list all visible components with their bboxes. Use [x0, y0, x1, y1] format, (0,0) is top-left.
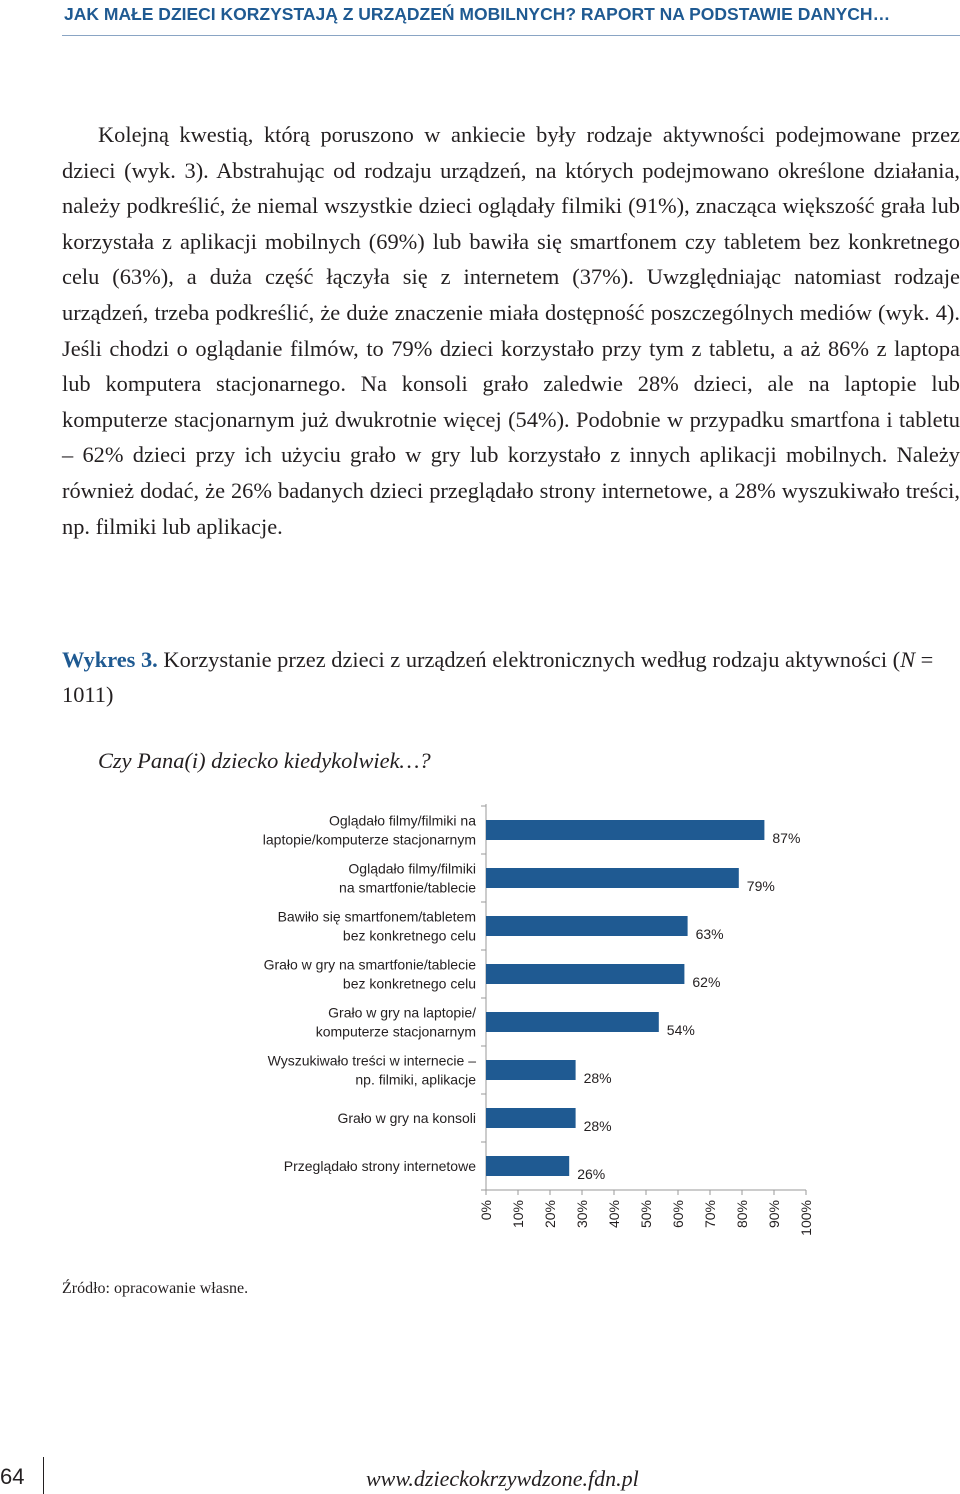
bar-value-label: 79%	[746, 878, 775, 894]
footer-url: www.dzieckokrzywdzone.fdn.pl	[366, 1466, 639, 1491]
category-label: bez konkretnego celu	[342, 975, 476, 992]
bar	[486, 1156, 569, 1176]
category-label: Oglądało filmy/filmiki na	[328, 812, 476, 829]
bar-value-label: 87%	[772, 830, 801, 846]
running-title: JAK MAŁE DZIECI KORZYSTAJĄ Z URZĄDZEŃ MOBILNYCH? RAPORT NA PODSTAWIE DANYCH…	[64, 4, 891, 24]
category-label: bez konkretnego celu	[342, 927, 476, 944]
bar	[486, 916, 688, 936]
bar	[486, 1060, 576, 1080]
header-rule	[62, 35, 960, 36]
x-tick-label: 70%	[702, 1200, 718, 1229]
x-tick-label: 30%	[574, 1200, 590, 1229]
x-tick-label: 90%	[766, 1200, 782, 1229]
caption-n-symbol: N	[900, 647, 916, 672]
bar	[486, 964, 684, 984]
category-label: Przeglądało strony internetowe	[283, 1158, 476, 1174]
x-tick-label: 80%	[734, 1200, 750, 1229]
caption-text: Korzystanie przez dzieci z urządzeń elektronicznych według rodzaju aktywności (	[163, 647, 901, 672]
page-number-rule	[43, 1457, 44, 1494]
figure-label: Wykres 3.	[62, 647, 158, 672]
category-label: Grało w gry na smartfonie/tablecie	[263, 956, 476, 973]
x-tick-label: 0%	[478, 1200, 494, 1221]
bar-value-label: 63%	[695, 926, 724, 942]
category-label: komputerze stacjonarnym	[315, 1023, 476, 1040]
chart-question: Czy Pana(i) dziecko kiedykolwiek…?	[98, 748, 431, 773]
category-label: Wyszukiwało treści w internecie –	[267, 1052, 476, 1069]
page-number: 64	[0, 1464, 25, 1489]
bar-value-label: 54%	[666, 1022, 695, 1038]
category-label: Bawiło się smartfonem/tabletem	[277, 908, 476, 925]
category-label: laptopie/komputerze stacjonarnym	[262, 831, 476, 848]
bar-value-label: 26%	[577, 1166, 606, 1182]
figure-caption	[62, 642, 942, 712]
category-label: Oglądało filmy/filmiki	[348, 860, 476, 877]
bar-value-label: 62%	[692, 974, 721, 990]
category-label: na smartfonie/tablecie	[339, 879, 476, 896]
x-tick-label: 60%	[670, 1200, 686, 1229]
x-tick-label: 10%	[510, 1200, 526, 1229]
category-label: Grało w gry na konsoli	[337, 1110, 476, 1126]
bar-value-label: 28%	[583, 1118, 612, 1134]
body-paragraph: Kolejną kwestią, którą poruszono w ankiecie były rodzaje aktywności podejmowane przez dzieci (wyk. 3). Abstrahując od rodzaju urządzeń, na których podejmowano określone działania, należy podkreślić, że niemal wszystkie dzieci oglądały filmiki (91%), znacząca większość grała lub korzystała z aplikacji mobilnych (69%) lub bawiła się smartfonem czy tabletem bez konkretnego celu (63%), a duża część łączyła się z internetem (37%). Uwzględniając natomiast rodzaje urządzeń, trzeba podkreślić, że duże znaczenie miała dostępność poszczególnych mediów (wyk. 4). Jeśli chodzi o oglądanie filmów, to 79% dzieci korzystało przy tym z tabletu, a aż 86% z laptopa lub komputera stacjonarnego. Na konsoli grało zaledwie 28% dzieci, ale na laptopie lub komputerze stacjonarnym już dwukrotnie więcej (54%). Podobnie w przypadku smartfona i tabletu – 62% dzieci przy ich użyciu grało w gry lub korzystało z innych aplikacji mobilnych. Należy również dodać, że 26% badanych dzieci przeglądało strony internetowe, a 28% wyszukiwało treści, np. filmiki lub aplikacje.	[62, 122, 960, 539]
bar	[486, 868, 739, 888]
x-tick-label: 20%	[542, 1200, 558, 1229]
bar	[486, 1108, 576, 1128]
x-tick-label: 100%	[798, 1200, 814, 1236]
x-tick-label: 40%	[606, 1200, 622, 1229]
category-label: Grało w gry na laptopie/	[328, 1004, 476, 1021]
bar-value-label: 28%	[583, 1070, 612, 1086]
source-note: Źródło: opracowanie własne.	[62, 1280, 249, 1297]
bar	[486, 820, 764, 840]
category-label: np. filmiki, aplikacje	[355, 1071, 476, 1088]
bar	[486, 1012, 659, 1032]
x-tick-label: 50%	[638, 1200, 654, 1229]
caption-n-value: = 1011)	[62, 647, 934, 707]
bar-chart	[0, 800, 960, 1270]
